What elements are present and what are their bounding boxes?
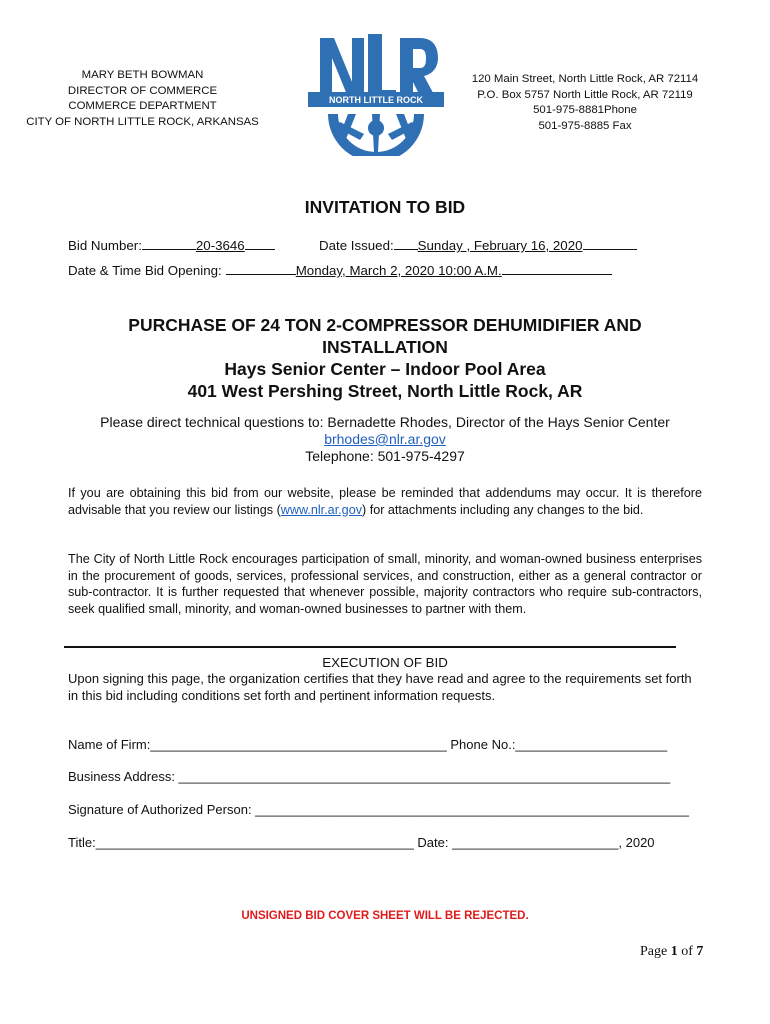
date-issued-value: Sunday , February 16, 2020 xyxy=(417,238,583,253)
project-address-line: 401 West Pershing Street, North Little Rock, AR xyxy=(187,381,583,401)
project-title-line2: INSTALLATION xyxy=(322,337,448,357)
page-number xyxy=(640,944,703,960)
phone-number: 501-975-8881Phone xyxy=(533,104,637,116)
bid-opening-underline xyxy=(226,262,296,275)
project-title-block xyxy=(0,314,770,402)
section-divider xyxy=(64,646,676,648)
firm-phone-field[interactable]: Name of Firm:_________________________________________ Phone No.:_____________________ xyxy=(68,737,668,752)
date-issued-row xyxy=(319,237,637,253)
website-notice-text-end: ) for attachments including any changes to the bid. xyxy=(362,502,644,517)
title-date-field[interactable]: Title:____________________________________________ Date: _______________________, 2020 xyxy=(68,835,655,850)
project-location-line: Hays Senior Center – Indoor Pool Area xyxy=(224,359,546,379)
bid-number-value: 20-3646 xyxy=(195,238,245,253)
bid-opening-row xyxy=(68,262,612,278)
bid-number-row xyxy=(68,237,275,253)
contact-email-link[interactable]: brhodes@nlr.ar.gov xyxy=(324,431,446,447)
street-address: 120 Main Street, North Little Rock, AR 72114 xyxy=(471,73,699,85)
document-title: INVITATION TO BID xyxy=(304,197,466,217)
nlr-city-logo xyxy=(306,30,446,156)
signature-field[interactable]: Signature of Authorized Person: ____________________________________________________________ xyxy=(68,802,689,817)
technical-contact-text: Please direct technical questions to: Bernadette Rhodes, Director of the Hays Senior Center xyxy=(100,414,670,430)
page-of: of xyxy=(681,944,693,959)
city-name: CITY OF NORTH LITTLE ROCK, ARKANSAS xyxy=(26,115,259,128)
bid-opening-underline-end xyxy=(502,262,612,275)
date-issued-underline-end xyxy=(583,237,637,250)
bid-opening-value: Monday, March 2, 2020 10:00 A.M. xyxy=(295,263,502,278)
director-name: MARY BETH BOWMAN xyxy=(81,69,204,81)
fax-number: 501-975-8885 Fax xyxy=(538,119,632,132)
page-label: Page xyxy=(640,944,668,959)
page-current: 1 xyxy=(670,944,678,959)
director-title: DIRECTOR OF COMMERCE xyxy=(67,84,218,97)
city-address-block xyxy=(450,72,720,134)
nlr-logo-graphic xyxy=(306,30,446,156)
website-notice-text: If you are obtaining this bid from our website, please be reminded that addendums may occur. It is therefore advisable that you review our listings ( xyxy=(68,486,702,517)
business-address-field[interactable]: Business Address: ____________________________________________________________________ xyxy=(68,769,671,784)
logo-banner-text: NORTH LITTLE ROCK xyxy=(329,95,423,105)
participation-paragraph: The City of North Little Rock encourages participation of small, minority, and woman-owned business enterprises in the procurement of goods, services, professional services, and construction, either as a general contractor or sub-contractor. It is further requested that whenever possible, majority contractors who require sub-contractors, seek qualified small, minority, and woman-owned businesses to partner with them. xyxy=(68,552,702,616)
bid-opening-label: Date & Time Bid Opening: xyxy=(68,263,222,278)
date-issued-underline xyxy=(394,237,418,250)
website-notice-paragraph xyxy=(68,485,702,518)
page-total: 7 xyxy=(696,944,704,959)
execution-text: Upon signing this page, the organization certifies that they have read and agree to the requirements set forth in this bid including conditions set forth and pertinent information requests. xyxy=(68,671,692,703)
technical-contact-block xyxy=(0,414,770,465)
unsigned-warning: UNSIGNED BID COVER SHEET WILL BE REJECTED. xyxy=(241,910,529,922)
department-name: COMMERCE DEPARTMENT xyxy=(68,100,217,112)
bid-number-underline-end xyxy=(245,237,275,250)
bid-number-label: Bid Number: xyxy=(68,238,142,253)
bid-number-underline xyxy=(142,237,196,250)
project-title-line1: PURCHASE OF 24 TON 2-COMPRESSOR DEHUMIDIFIER AND xyxy=(128,315,642,335)
po-box-address: P.O. Box 5757 North Little Rock, AR 72119 xyxy=(477,88,693,101)
date-issued-label: Date Issued: xyxy=(319,238,394,253)
commerce-director-block xyxy=(10,68,275,130)
city-website-link[interactable]: www.nlr.ar.gov xyxy=(280,502,362,517)
contact-telephone: Telephone: 501-975-4297 xyxy=(305,448,465,464)
execution-title: EXECUTION OF BID xyxy=(322,655,448,670)
